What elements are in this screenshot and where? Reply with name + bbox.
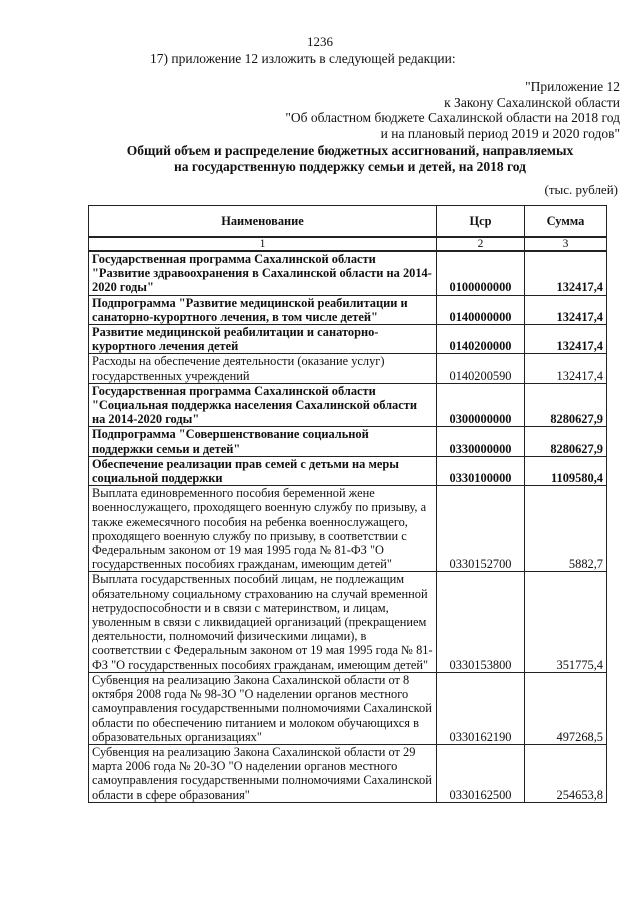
row-sum: 132417,4 — [525, 325, 607, 354]
row-sum: 8280627,9 — [525, 427, 607, 456]
row-code: 0140200590 — [437, 354, 525, 383]
table-row — [89, 744, 607, 802]
row-code: 0330100000 — [437, 456, 525, 485]
header-code: Цср — [437, 206, 525, 238]
column-number: 3 — [525, 237, 607, 251]
row-sum: 8280627,9 — [525, 383, 607, 427]
row-code: 0330162500 — [437, 744, 525, 802]
intro-text: 17) приложение 12 изложить в следующей редакции: — [150, 51, 456, 66]
appendix-line-1: "Приложение 12 — [525, 79, 620, 94]
row-code: 0330152700 — [437, 486, 525, 572]
row-code: 0330000000 — [437, 427, 525, 456]
table-row — [89, 354, 607, 383]
units-label: (тыс. рублей) — [544, 182, 618, 197]
table-row — [89, 325, 607, 354]
row-name: Государственная программа Сахалинской области "Развитие здравоохранения в Сахалинской области на 2014-2020 годы" — [89, 251, 437, 295]
table-row — [89, 251, 607, 295]
appendix-header — [285, 79, 620, 141]
row-name: Выплата единовременного пособия беременной жене военнослужащего, проходящего военную службу по призыву, а также ежемесячного пособия на ребенка военнослужащего, проходящего военную службу по призыву, в соответствии с Федеральным законом от 19 мая 1995 года № 81-ФЗ "О государственных пособиях гражданам, имеющим детей" — [89, 486, 437, 572]
row-sum: 254653,8 — [525, 744, 607, 802]
appendix-line-2: к Закону Сахалинской области — [444, 94, 620, 110]
row-name: Субвенция на реализацию Закона Сахалинской области от 8 октября 2008 года № 98-ЗО "О наделении органов местного самоуправления государственными полномочиями Сахалинской области по обеспечению питанием и молоком обучающихся в образовательных организациях" — [89, 672, 437, 744]
row-code: 0140000000 — [437, 295, 525, 324]
row-sum: 132417,4 — [525, 295, 607, 324]
row-name: Расходы на обеспечение деятельности (оказание услуг) государственных учреждений — [89, 354, 437, 383]
row-sum: 497268,5 — [525, 672, 607, 744]
row-code: 0100000000 — [437, 251, 525, 295]
row-code: 0300000000 — [437, 383, 525, 427]
table-row — [89, 672, 607, 744]
table-row — [89, 295, 607, 324]
row-sum: 132417,4 — [525, 354, 607, 383]
header-sum: Сумма — [525, 206, 607, 238]
row-name: Подпрограмма "Развитие медицинской реабилитации и санаторно-курортного лечения, в том числе детей" — [89, 295, 437, 324]
row-sum: 5882,7 — [525, 486, 607, 572]
row-name: Развитие медицинской реабилитации и санаторно-курортного лечения детей — [89, 325, 437, 354]
row-name: Субвенция на реализацию Закона Сахалинской области от 29 марта 2006 года № 20-ЗО "О наделении органов местного самоуправления государственными полномочиями Сахалинской области в сфере образования" — [89, 744, 437, 802]
table-header-row — [89, 206, 607, 238]
table-row — [89, 486, 607, 572]
row-code: 0140200000 — [437, 325, 525, 354]
document-title — [90, 143, 610, 175]
row-code: 0330162190 — [437, 672, 525, 744]
page-number: 1236 — [307, 34, 333, 49]
row-name: Подпрограмма "Совершенствование социальной поддержки семьи и детей" — [89, 427, 437, 456]
table-row — [89, 383, 607, 427]
column-number-row — [89, 237, 607, 251]
row-name: Выплата государственных пособий лицам, не подлежащим обязательному социальному страхованию на случай временной нетрудоспособности и в связи с материнством, и лицам, уволенным в связи с ликвидацией организаций (прекращением деятельности, полномочий физическими лицами), в соответствии с Федеральным законом от 19 мая 1995 года № 81-ФЗ "О государственных пособиях гражданам, имеющим детей" — [89, 572, 437, 672]
title-line-2: на государственную поддержку семьи и детей, на 2018 год — [174, 159, 526, 174]
row-sum: 1109580,4 — [525, 456, 607, 485]
row-name: Обеспечение реализации прав семей с детьми на меры социальной поддержки — [89, 456, 437, 485]
header-name: Наименование — [89, 206, 437, 238]
title-line-1: Общий объем и распределение бюджетных ассигнований, направляемых — [126, 143, 574, 158]
appendix-line-4: и на плановый период 2019 и 2020 годов" — [380, 125, 620, 141]
column-number: 1 — [89, 237, 437, 251]
row-name: Государственная программа Сахалинской области "Социальная поддержка населения Сахалинской области на 2014-2020 годы" — [89, 383, 437, 427]
appendix-line-3: "Об областном бюджете Сахалинской области на 2018 год — [285, 110, 620, 125]
row-sum: 351775,4 — [525, 572, 607, 672]
row-code: 0330153800 — [437, 572, 525, 672]
column-number: 2 — [437, 237, 525, 251]
budget-table — [88, 205, 607, 803]
table-row — [89, 572, 607, 672]
table-row — [89, 427, 607, 456]
table-row — [89, 456, 607, 485]
row-sum: 132417,4 — [525, 251, 607, 295]
